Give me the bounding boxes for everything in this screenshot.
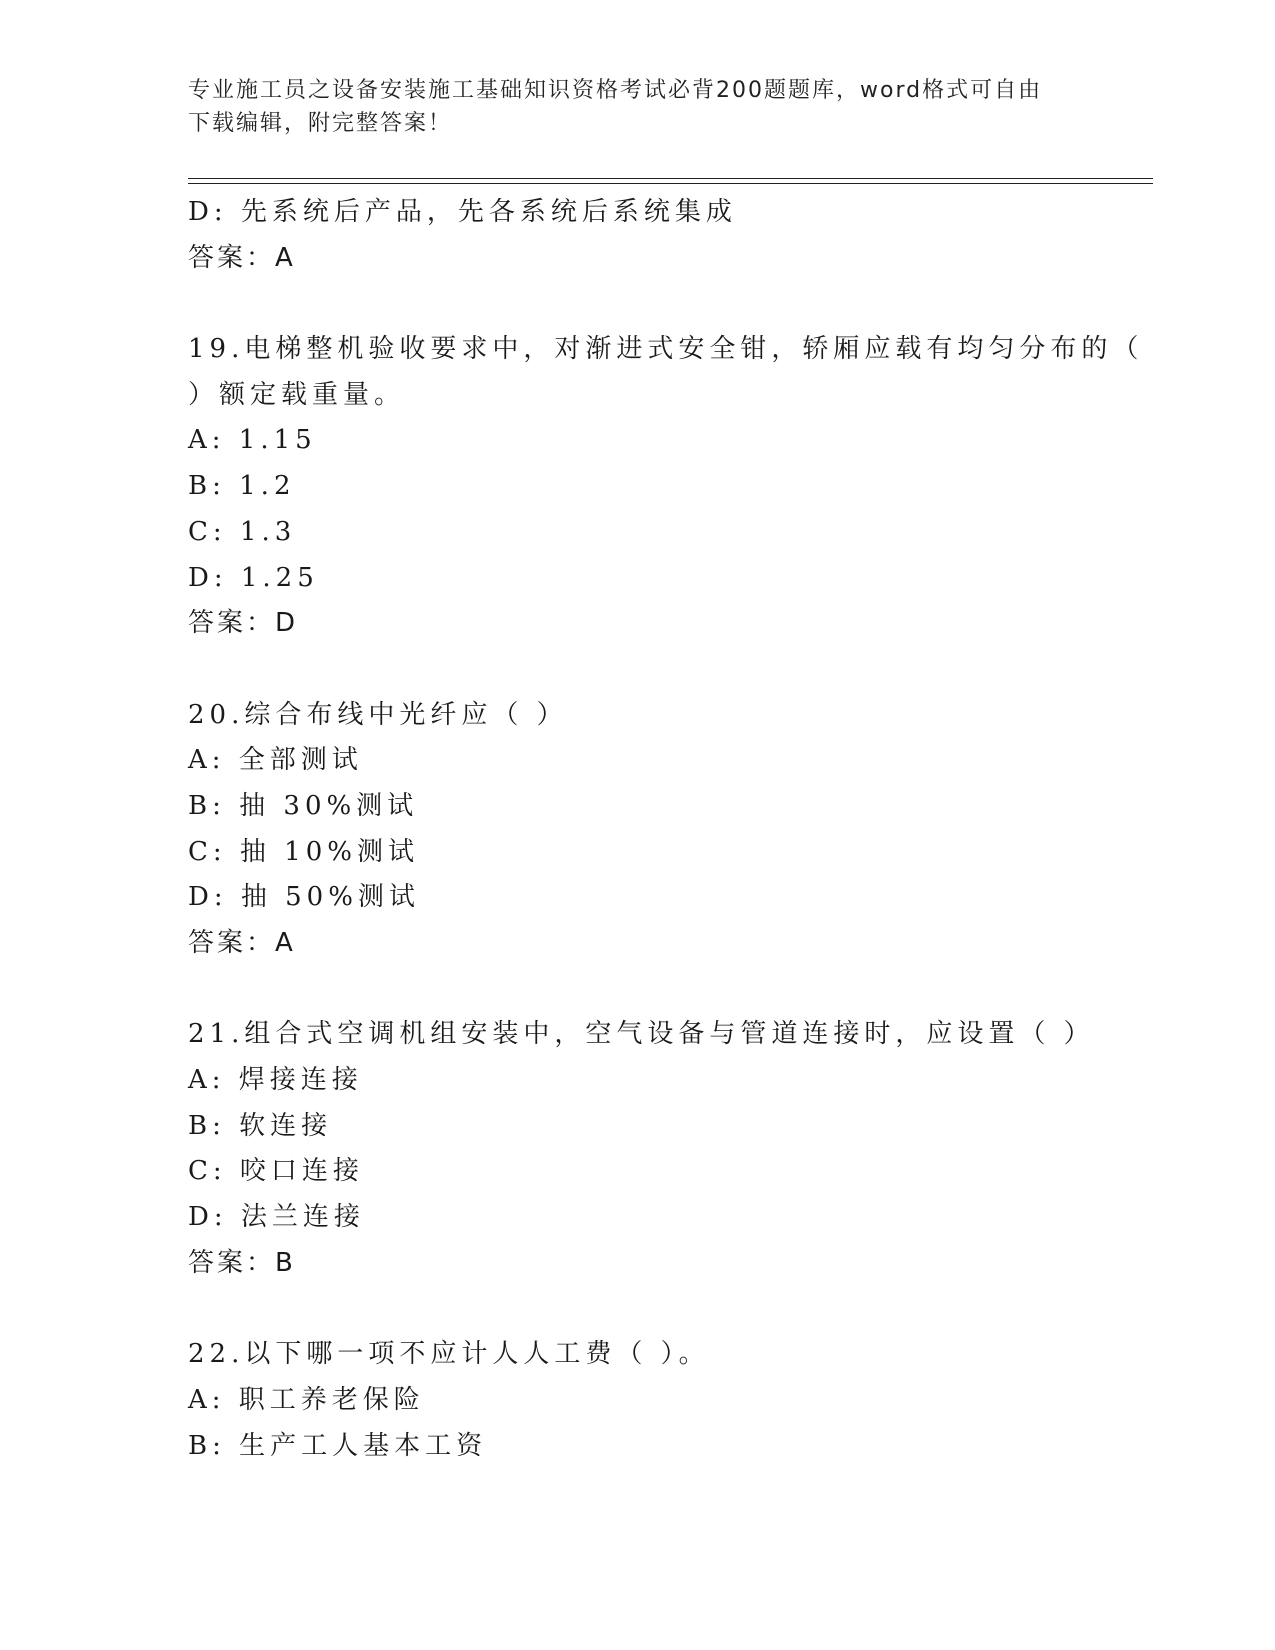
question-18-answer: 答案：A	[188, 242, 296, 273]
header-divider-top	[188, 178, 1153, 179]
answer: 答案：B	[188, 1247, 296, 1278]
question-20	[188, 693, 1088, 967]
option-b: B: 抽 30%测试	[188, 790, 419, 821]
option-a: A: 焊接连接	[188, 1065, 363, 1096]
question-18-option-d: D: 先系统后产品，先各系统后系统集成	[188, 197, 737, 227]
option-b: B: 软连接	[188, 1110, 333, 1141]
option-d: D: 1.25	[188, 562, 319, 593]
answer: 答案：A	[188, 928, 296, 958]
question-stem: 21.组合式空调机组安装中，空气设备与管道连接时，应设置（ ）	[188, 1019, 1095, 1050]
option-c: C: 咬口连接	[188, 1156, 364, 1187]
option-a: A: 职工养老保险	[188, 1384, 425, 1415]
question-21	[188, 1012, 1095, 1286]
option-c: C: 抽 10%测试	[188, 836, 419, 867]
spacer	[188, 281, 1088, 327]
question-19	[188, 327, 1144, 647]
answer: 答案：D	[188, 608, 299, 639]
spacer	[188, 1287, 1088, 1333]
option-d: D: 抽 50%测试	[188, 882, 420, 913]
document-header	[188, 74, 1088, 140]
spacer	[188, 967, 1088, 1013]
option-d: D: 法兰连接	[188, 1202, 365, 1233]
spacer	[188, 647, 1088, 693]
question-stem: 20.综合布线中光纤应（ ）	[188, 699, 568, 730]
option-b: B: 生产工人基本工资	[188, 1430, 488, 1461]
question-stem: 22.以下哪一项不应计人人工费（ ）。	[188, 1339, 710, 1370]
question-stem-continued: ）额定载重量。	[188, 379, 406, 410]
header-divider-bottom	[188, 183, 1153, 184]
header-title-line-1: 专业施工员之设备安装施工基础知识资格考试必背200题题库，word格式可自由	[188, 78, 1043, 103]
option-b: B: 1.2	[188, 471, 296, 502]
header-title-line-2: 下载编辑，附完整答案！	[188, 111, 453, 136]
option-a: A: 全部测试	[188, 745, 363, 776]
question-content	[188, 190, 1144, 1469]
option-c: C: 1.3	[188, 516, 297, 547]
question-22	[188, 1332, 1088, 1469]
question-stem: 19.电梯整机验收要求中，对渐进式安全钳，轿厢应载有均匀分布的（	[188, 334, 1144, 365]
option-a: A: 1.15	[188, 425, 317, 456]
